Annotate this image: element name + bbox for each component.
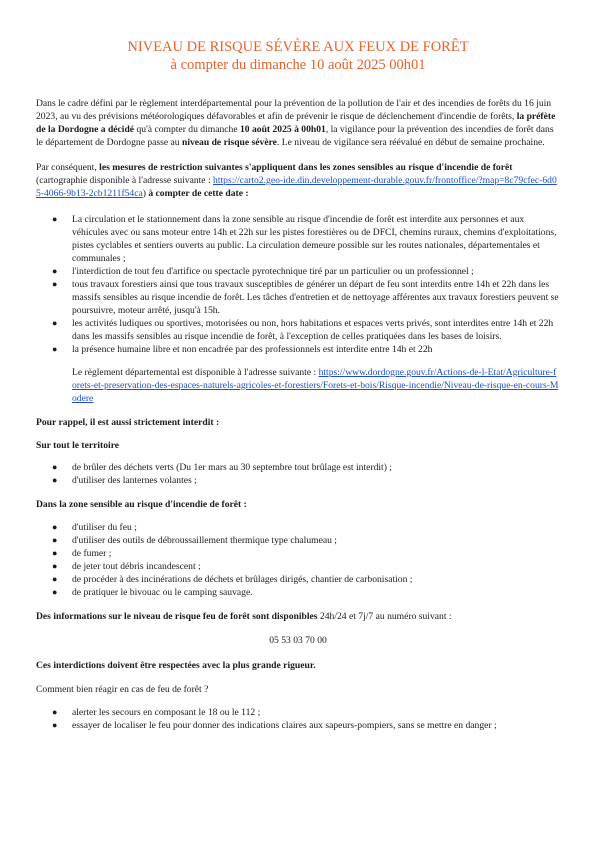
list-item — [36, 586, 560, 599]
list-item-text: de brûler des déchets verts (Du 1er mars au 30 septembre tout brûlage est interdit) ; — [72, 462, 392, 473]
list-item — [36, 474, 560, 487]
bullet-icon: ● — [52, 266, 58, 276]
bullet-icon: ● — [52, 587, 58, 597]
consequent-text-1: Par conséquent, — [36, 162, 100, 173]
list-item — [36, 461, 560, 474]
info-bold: Des informations sur le niveau de risque feu de forêt sont disponibles — [36, 611, 318, 622]
info-text: 24h/24 et 7j/7 au numéro suivant : — [317, 611, 452, 622]
list-item — [36, 265, 560, 278]
intro-text-3: , la vigilance pour la prévention des incendies de forêt dans le département de Dordogne passe au — [36, 124, 554, 148]
list-item-text: d'utiliser des lanternes volantes ; — [72, 475, 197, 486]
list-item-text: d'utiliser du feu ; — [72, 522, 137, 533]
bullet-icon: ● — [52, 548, 58, 558]
territoire-heading: Sur tout le territoire — [36, 440, 120, 451]
list-item — [36, 706, 560, 719]
list-item-text: d'utiliser des outils de débroussaillement thermique type chalumeau ; — [72, 535, 337, 546]
consequent-bold-1: les mesures de restriction suivantes s'appliquent dans les zones sensibles au risque d'incendie de forêt — [99, 162, 513, 173]
carto-link[interactable]: https://carto2.geo-ide.din.developpement-durable.gouv.fr/frontoffice/?map=8c79cfec-6d05-4066-9b13-2cb1211f54ca — [36, 175, 557, 199]
list-item-text: de procéder à des incinérations de déchets et brûlages dirigés, chantier de carbonisation ; — [72, 574, 413, 585]
bullet-icon: ● — [52, 214, 58, 224]
bullet-icon: ● — [52, 344, 58, 354]
rappel-heading: Pour rappel, il est aussi strictement interdit : — [36, 417, 220, 428]
restriction-list — [36, 213, 560, 356]
list-item-text: l'interdiction de tout feu d'artifice ou spectacle pyrotechnique tiré par un particulier ou un professionnel ; — [72, 266, 474, 277]
list-item — [36, 278, 560, 317]
list-item-text: alerter les secours en composant le 18 ou le 112 ; — [72, 707, 261, 718]
title-line-2: à compter du dimanche 10 août 2025 00h01 — [170, 57, 426, 73]
bullet-icon: ● — [52, 561, 58, 571]
list-item-text: de fumer ; — [72, 548, 112, 559]
list-item — [36, 560, 560, 573]
bullet-icon: ● — [52, 279, 58, 289]
info-paragraph — [36, 610, 560, 623]
bullet-icon: ● — [52, 522, 58, 532]
list-item — [36, 534, 560, 547]
list-item-text: La circulation et le stationnement dans la zone sensible au risque d'incendie de forêt est interdite aux personnes et aux véhicules avec ou sans moteur entre 14h et 22h sur les pistes forestières ou de DFCI, chemins ruraux, chemins d'exploitations, pistes cyclables et sentiers ouverts au public. La circulation demeure possible sur les routes nationales, départementales et communales ; — [72, 214, 557, 264]
list-item — [36, 719, 560, 732]
list-item — [36, 547, 560, 560]
consequent-text-2: (cartographie disponible à l'adresse suivante : — [36, 175, 214, 186]
list-item-text: la présence humaine libre et non encadrée par des professionnels est interdite entre 14h et 22h — [72, 344, 433, 355]
territoire-list — [36, 461, 560, 487]
bullet-icon: ● — [52, 475, 58, 485]
reagir-heading: Comment bien réagir en cas de feu de forêt ? — [36, 684, 209, 695]
bullet-icon: ● — [52, 535, 58, 545]
intro-bold-2: 10 août 2025 à 00h01 — [239, 124, 326, 135]
consequent-text-3: ) — [142, 188, 149, 199]
bullet-icon: ● — [52, 720, 58, 730]
reglement-paragraph — [36, 366, 560, 405]
list-item-text: tous travaux forestiers ainsi que tous travaux susceptibles de générer un départ de feu sont interdits entre 14h et 22h dans les massifs sensibles au risque incendie de forêt. Les tâches d'entretien et de nettoyage afférentes aux travaux forestiers peuvent se poursuivre, moteur arrêté, jusqu'à 15h. — [72, 279, 559, 316]
list-item-text: les activités ludiques ou sportives, motorisées ou non, hors habitations et espaces verts privés, sont interdites entre 14h et 22h dans les massifs sensibles au risque incendie de forêt, à l'exception de celles pratiquées dans les bases de loisirs. — [72, 318, 554, 342]
reglement-text: Le règlement départemental est disponible à l'adresse suivante : — [72, 367, 319, 378]
rigueur-text: Ces interdictions doivent être respectées avec la plus grande rigueur. — [36, 660, 316, 671]
bullet-icon: ● — [52, 574, 58, 584]
reagir-list — [36, 706, 560, 732]
list-item — [36, 521, 560, 534]
reglement-link[interactable]: https://www.dordogne.gouv.fr/Actions-de-l-Etat/Agriculture-forets-et-preservation-des-espaces-naturels-agricoles-et-forestiers/Forets-et-bois/Risque-incendie/Niveau-de-risque-en-cours-Modere — [72, 367, 559, 404]
list-item — [36, 343, 560, 356]
document-title — [36, 38, 560, 74]
list-item-text: essayer de localiser le feu pour donner des indications claires aux sapeurs-pompiers, sans se mettre en danger ; — [72, 720, 497, 731]
intro-bold-3: niveau de risque sévère — [181, 137, 277, 148]
bullet-icon: ● — [52, 462, 58, 472]
title-line-1: NIVEAU DE RISQUE SÉVÈRE AUX FEUX DE FORÊT — [127, 39, 469, 55]
intro-text-4: . Le niveau de vigilance sera réévalué en début de semaine prochaine. — [276, 137, 545, 148]
list-item — [36, 317, 560, 343]
list-item — [36, 573, 560, 586]
intro-paragraph — [36, 97, 560, 149]
zone-heading: Dans la zone sensible au risque d'incendie de forêt : — [36, 499, 247, 510]
bullet-icon: ● — [52, 318, 58, 328]
list-item-text: de jeter tout débris incandescent ; — [72, 561, 201, 572]
list-item — [36, 213, 560, 265]
intro-text-2: qu'à compter du dimanche — [134, 124, 240, 135]
zone-list — [36, 521, 560, 599]
phone-number: 05 53 03 70 00 — [269, 635, 327, 646]
intro-bold-1: la préfète de la Dordogne a décidé — [36, 111, 556, 135]
list-item-text: de pratiquer le bivouac ou le camping sauvage. — [72, 587, 253, 598]
consequent-paragraph — [36, 161, 560, 200]
bullet-icon: ● — [52, 707, 58, 717]
consequent-bold-2: à compter de cette date : — [148, 188, 249, 199]
intro-text-1: Dans le cadre défini par le règlement interdépartemental pour la prévention de la pollution de l'air et des incendies de forêts du 16 juin 2023, au vu des prévisions météorologiques défavorables et afin de prévenir le risque de déclenchement d'incendie de forêts, — [36, 98, 552, 122]
